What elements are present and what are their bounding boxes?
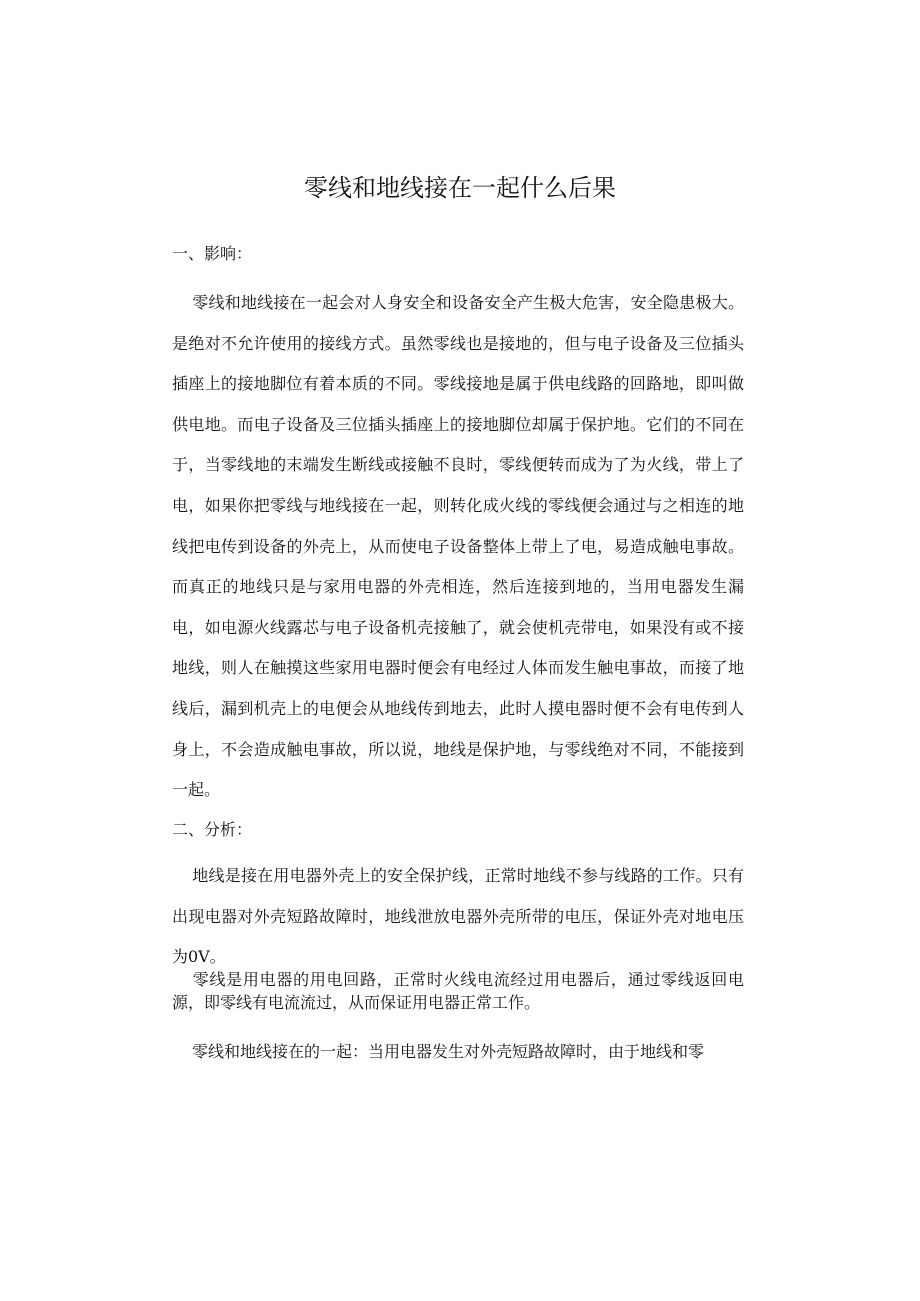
neutral-wire-paragraph-text: 零线是用电器的用电回路，正常时火线电流经过用电器后，通过零线返回电源，即零线有电流流过，从而保证用电器正常工作。 xyxy=(172,970,744,1012)
neutral-wire-paragraph xyxy=(172,968,744,1014)
connected-together-paragraph xyxy=(172,1040,744,1063)
ground-wire-paragraph-text: 地线是接在用电器外壳上的安全保护线，正常时地线不参与线路的工作。只有出现电器对外壳短路故障时，地线泄放电器外壳所带的电压，保证外壳对地电压为0V。 xyxy=(172,866,744,967)
impact-paragraph xyxy=(172,283,744,811)
connected-together-paragraph-text: 零线和地线接在的一起：当用电器发生对外壳短路故障时，由于地线和零 xyxy=(192,1042,705,1061)
ground-wire-paragraph xyxy=(172,856,744,978)
section-heading-analysis: 二、分析： xyxy=(172,820,253,839)
document-title: 零线和地线接在一起什么后果 xyxy=(304,174,616,202)
impact-paragraph-text: 零线和地线接在一起会对人身安全和设备安全产生极大危害，安全隐患极大。是绝对不允许使用的接线方式。虽然零线也是接地的，但与电子设备及三位插头插座上的接地脚位有着本质的不同。零线接地是属于供电线路的回路地，即叫做供电地。而电子设备及三位插头插座上的接地脚位却属于保护地。它们的不同在于，当零线地的末端发生断线或接触不良时，零线便转而成为了为火线，带上了电，如果你把零线与地线接在一起，则转化成火线的零线便会通过与之相连的地线把电传到设备的外壳上，从而使电子设备整体上带上了电，易造成触电事故。而真正的地线只是与家用电器的外壳相连，然后连接到地的，当用电器发生漏电，如电源火线露芯与电子设备机壳接触了，就会使机壳带电，如果没有或不接地线，则人在触摸这些家用电器时便会有电经过人体而发生触电事故，而接了地线后，漏到机壳上的电便会从地线传到地去，此时人摸电器时便不会有电传到人身上，不会造成触电事故，所以说，地线是保护地，与零线绝对不同，不能接到一起。 xyxy=(172,293,744,800)
section-heading-impact: 一、影响： xyxy=(172,244,253,263)
